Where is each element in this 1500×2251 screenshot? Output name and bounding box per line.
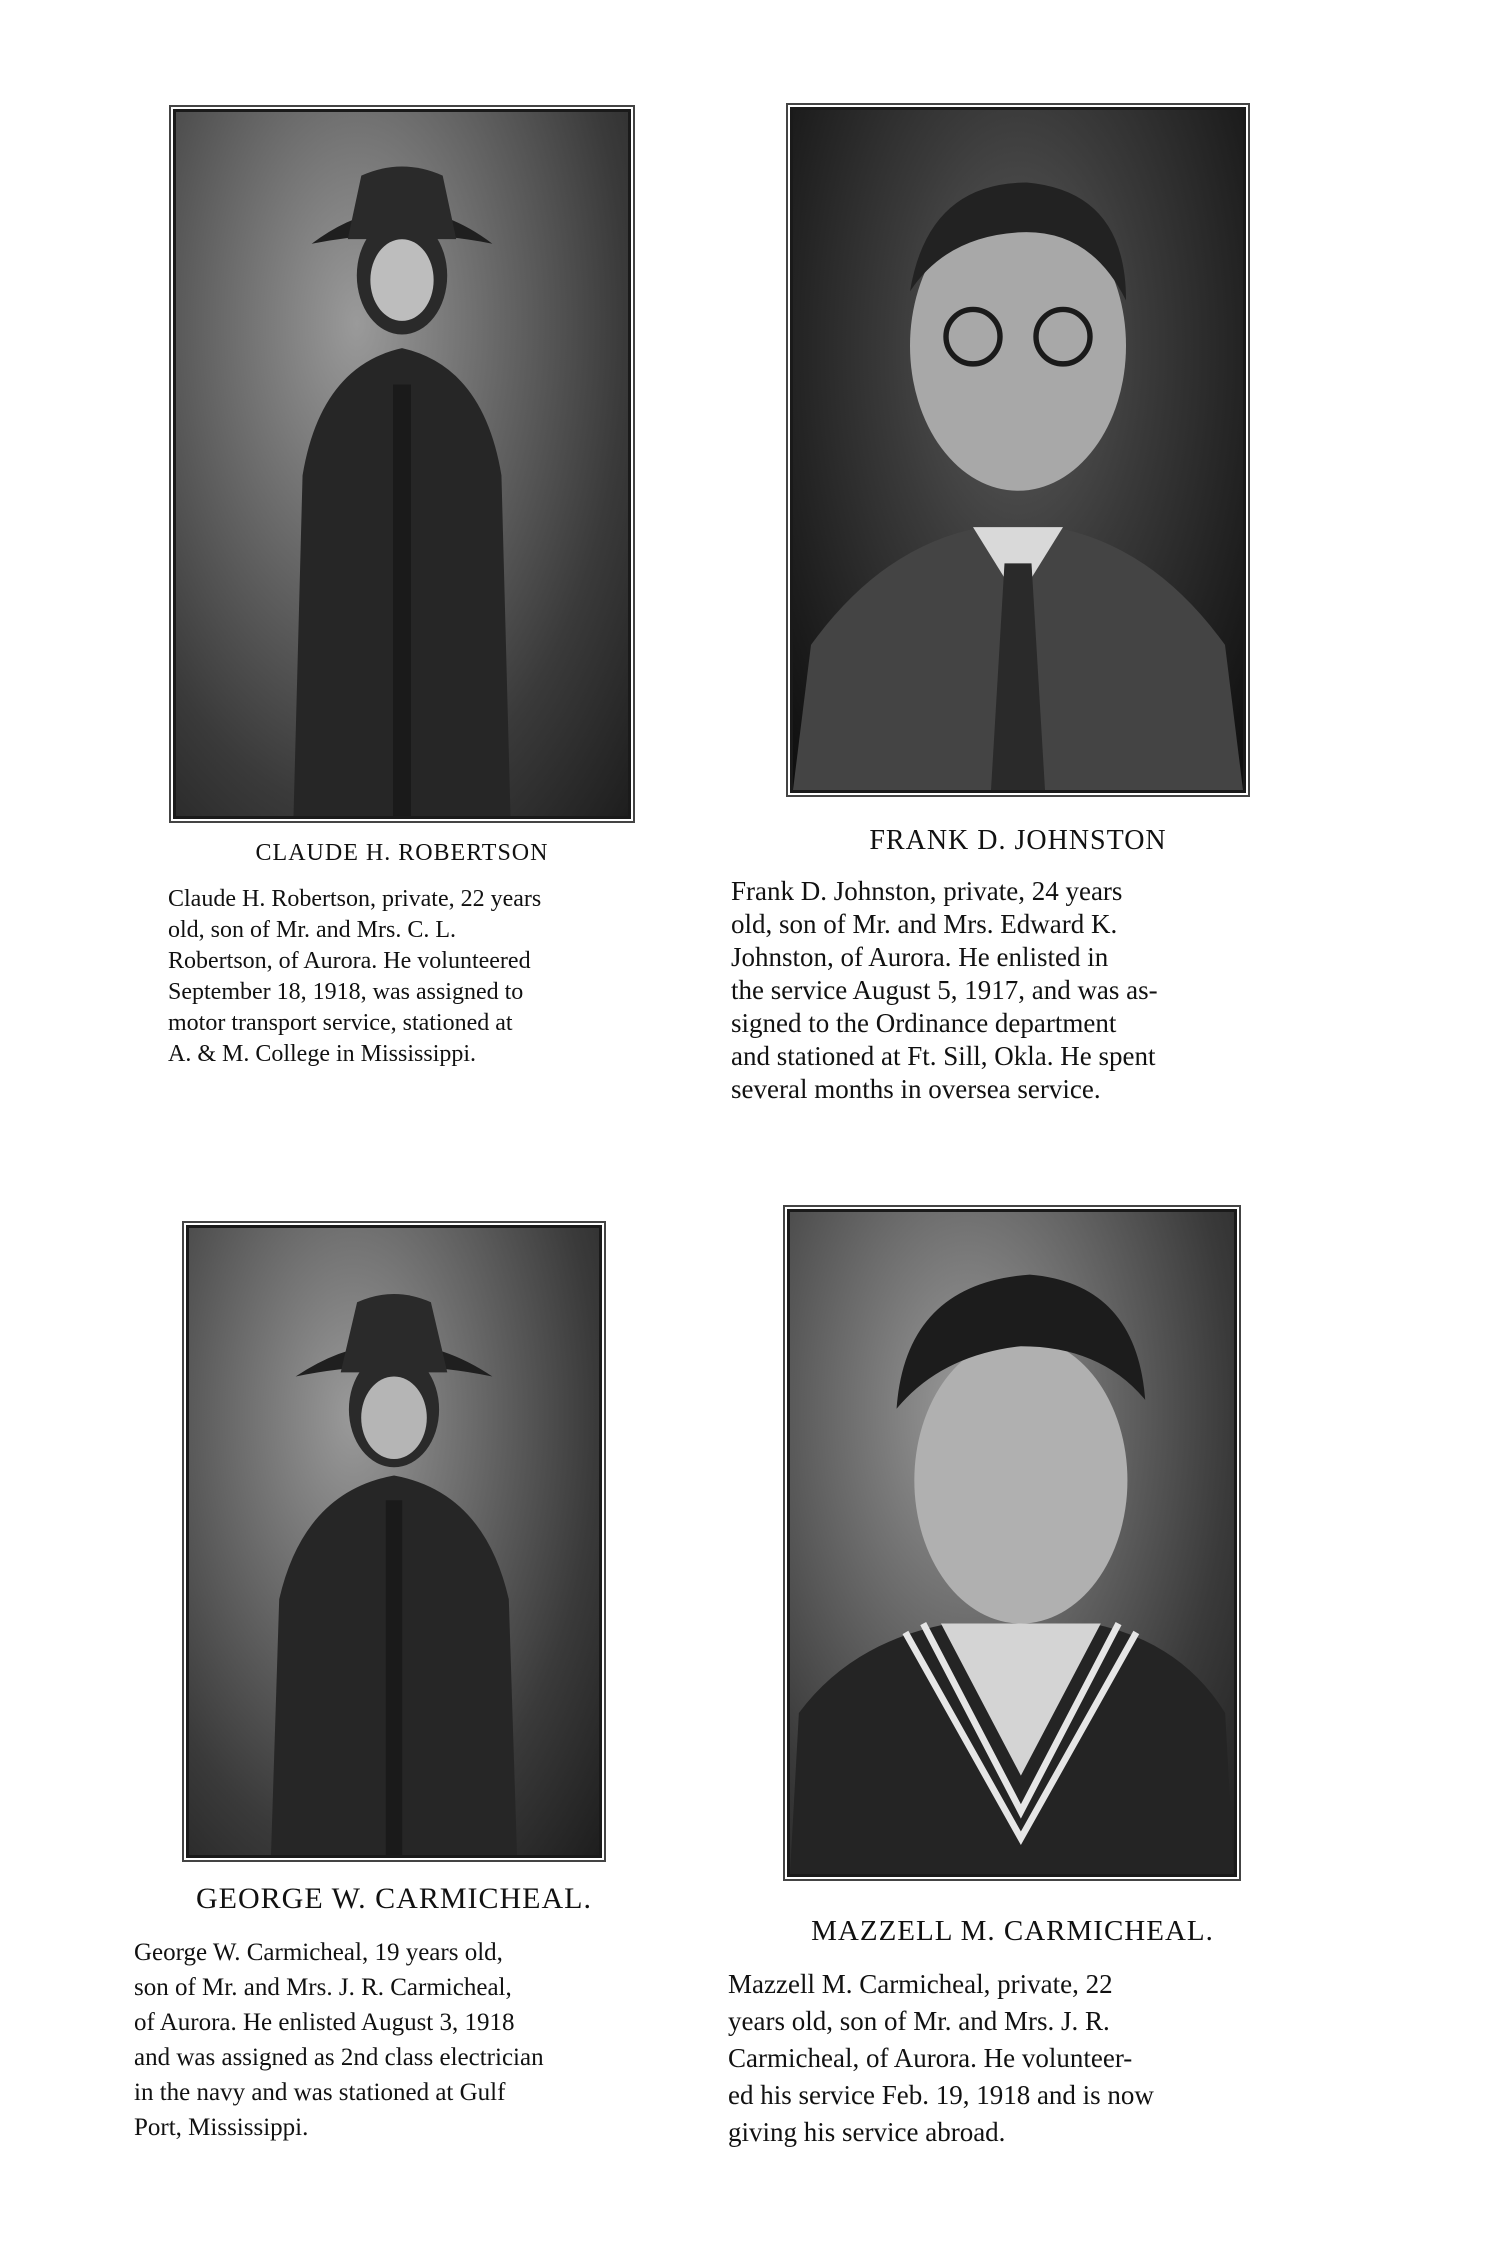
caption-line: Port, Mississippi.: [134, 2114, 309, 2141]
name-heading: FRANK D. JOHNSTON: [869, 825, 1167, 856]
caption-line: Carmicheal, of Aurora. He volunteer-: [728, 2043, 1133, 2073]
caption-line: signed to the Ordinance department: [731, 1008, 1117, 1038]
sailor-portrait-silhouette-icon: [790, 1212, 1234, 1874]
caption-line: several months in oversea service.: [731, 1074, 1101, 1104]
biography-caption: [134, 1935, 659, 2145]
caption-line: September 18, 1918, was assigned to: [168, 979, 524, 1005]
caption-line: Frank D. Johnston, private, 24 years: [731, 876, 1123, 906]
portrait-photo-claude-robertson: [173, 109, 631, 819]
caption-line: Claude H. Robertson, private, 22 years: [168, 886, 542, 912]
caption-line: of Aurora. He enlisted August 3, 1918: [134, 2009, 515, 2036]
portrait-photo-george-carmicheal: [186, 1225, 602, 1858]
caption-line: in the navy and was stationed at Gulf: [134, 2079, 506, 2106]
caption-line: years old, son of Mr. and Mrs. J. R.: [728, 2006, 1110, 2036]
caption-line: and was assigned as 2nd class electrician: [134, 2044, 544, 2071]
portrait-photo-mazzell-carmicheal: [787, 1209, 1237, 1877]
caption-line: motor transport service, stationed at: [168, 1010, 513, 1036]
caption-line: and stationed at Ft. Sill, Okla. He spent: [731, 1041, 1156, 1071]
caption-line: Johnston, of Aurora. He enlisted in: [731, 942, 1109, 972]
name-heading: CLAUDE H. ROBERTSON: [255, 840, 549, 866]
biography-caption: [168, 884, 640, 1070]
caption-line: son of Mr. and Mrs. J. R. Carmicheal,: [134, 1974, 512, 2001]
caption-line: old, son of Mr. and Mrs. Edward K.: [731, 909, 1118, 939]
portrait-photo-frank-johnston: [790, 107, 1246, 793]
caption-line: the service August 5, 1917, and was as-: [731, 975, 1158, 1005]
soldier-silhouette-icon: [176, 112, 628, 816]
caption-line: Mazzell M. Carmicheal, private, 22: [728, 1969, 1113, 1999]
soldier-silhouette-icon: [189, 1228, 599, 1855]
caption-line: A. & M. College in Mississippi.: [168, 1041, 477, 1067]
name-heading: MAZZELL M. CARMICHEAL.: [811, 1915, 1214, 1947]
caption-line: ed his service Feb. 19, 1918 and is now: [728, 2080, 1154, 2110]
caption-line: George W. Carmicheal, 19 years old,: [134, 1939, 503, 1966]
caption-line: old, son of Mr. and Mrs. C. L.: [168, 917, 456, 943]
biography-caption: [728, 1966, 1288, 2151]
biography-caption: [731, 875, 1303, 1106]
name-heading: GEORGE W. CARMICHEAL.: [195, 1882, 592, 1915]
man-portrait-silhouette-icon: [793, 110, 1243, 790]
caption-line: Robertson, of Aurora. He volunteered: [168, 948, 531, 974]
caption-line: giving his service abroad.: [728, 2117, 1006, 2147]
